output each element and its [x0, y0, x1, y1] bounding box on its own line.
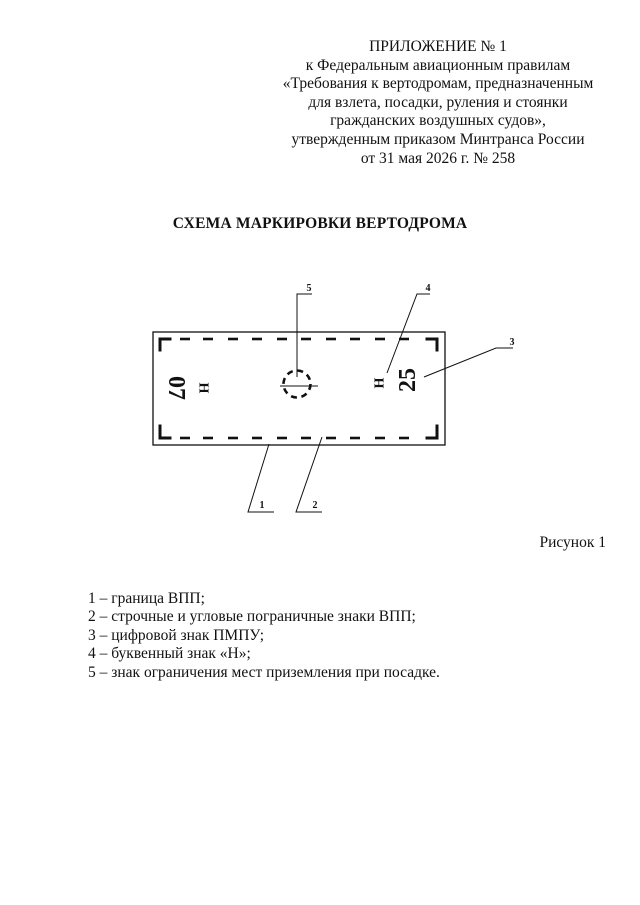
callout-2: 2: [312, 500, 318, 511]
legend-item-5: 5 – знак ограничения мест приземления при посадке.: [88, 663, 440, 681]
appendix-line-3: «Требования к вертодромам, предназначенным: [282, 75, 594, 93]
legend-item-3: 3 – цифровой знак ПМПУ;: [88, 626, 265, 644]
heliport-marking-diagram: [0, 270, 640, 520]
appendix-line-5: гражданских воздушных судов»,: [330, 112, 546, 130]
appendix-date: от 31 мая 2026 г. № 258: [360, 149, 516, 167]
right-letter-h: Н: [372, 377, 388, 389]
appendix-number: ПРИЛОЖЕНИЕ № 1: [369, 38, 507, 55]
callout-5: 5: [306, 283, 312, 294]
legend-item-1: 1 – граница ВПП;: [88, 590, 205, 607]
legend-item-4: 4 – буквенный знак «Н»;: [88, 645, 251, 663]
callout-4: 4: [425, 283, 431, 294]
figure-caption: Рисунок 1: [539, 534, 606, 551]
callout-1: 1: [259, 500, 265, 511]
appendix-line-6: утвержденным приказом Минтранса России: [291, 130, 585, 148]
appendix-line-4: для взлета, посадки, руления и стоянки: [308, 93, 568, 111]
appendix-line-2: к Федеральным авиационным правилам: [305, 56, 571, 74]
legend-item-2: 2 – строчные и угловые пограничные знаки ВПП;: [88, 608, 416, 626]
leader-lines: [248, 294, 513, 512]
left-letter-h: Н: [195, 382, 211, 394]
document-title: СХЕМА МАРКИРОВКИ ВЕРТОДРОМА: [172, 215, 468, 232]
callout-3: 3: [509, 337, 515, 348]
left-designator: 07: [163, 376, 189, 400]
appendix-header: [278, 38, 598, 168]
legend: [88, 590, 440, 682]
right-designator: 25: [395, 368, 421, 392]
